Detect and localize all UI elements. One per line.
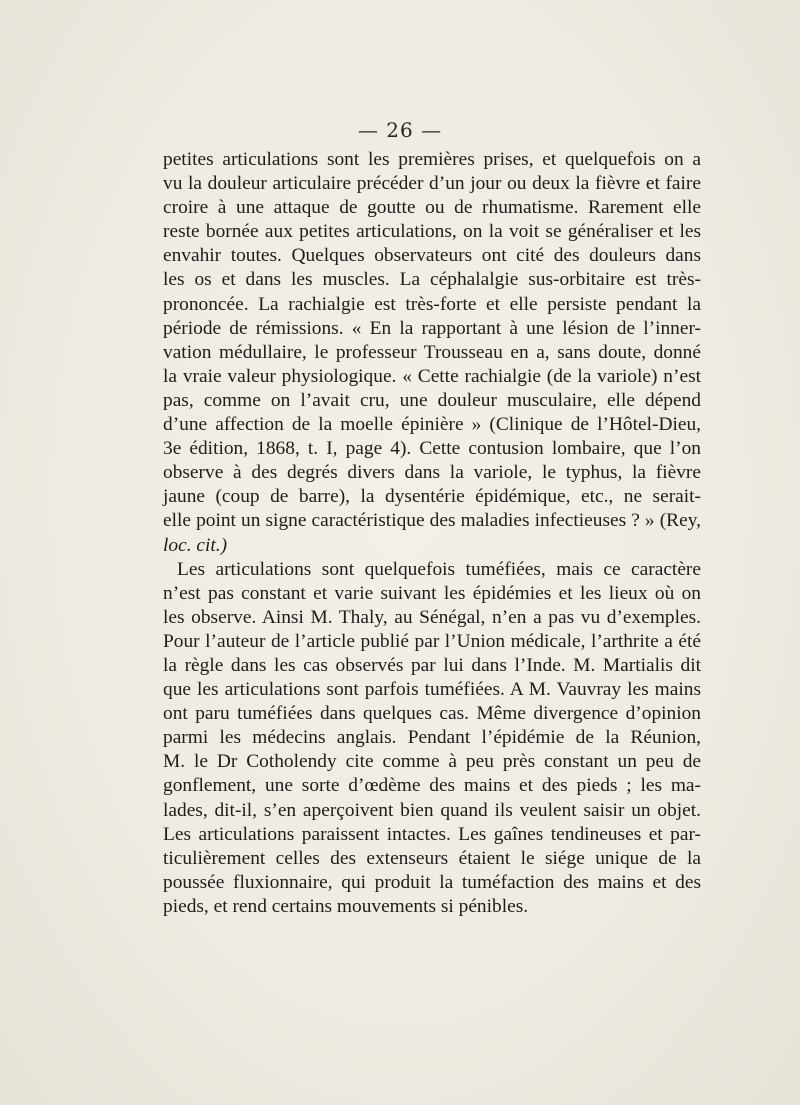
text-line: observe à des degrés divers dans la variole, le typhus, la fièvre: [163, 462, 701, 484]
text-line: Les articulations sont quelquefois tuméfiées, mais ce caractère: [177, 558, 701, 580]
text-line: les os et dans les muscles. La céphalalgie sus-orbitaire est très-: [163, 269, 701, 291]
text-line: d’une affection de la moelle épinière » (Clinique de l’Hôtel-Dieu,: [163, 414, 701, 436]
text-line: ont paru tuméfiées dans quelques cas. Même divergence d’opinion: [163, 703, 701, 725]
text-line: croire à une attaque de goutte ou de rhumatisme. Rarement elle: [163, 197, 701, 219]
text-line: jaune (coup de barre), la dysentérie épidémique, etc., ne serait-: [163, 486, 701, 508]
text-line: prononcée. La rachialgie est très-forte et elle persiste pendant la: [163, 293, 701, 315]
text-line: période de rémissions. « En la rapportant à une lésion de l’inner-: [163, 317, 701, 339]
text-line: la vraie valeur physiologique. « Cette rachialgie (de la variole) n’est: [163, 365, 701, 387]
text-line: 3e édition, 1868, t. I, page 4). Cette contusion lombaire, que l’on: [163, 438, 701, 460]
page-number: — 26 —: [357, 118, 443, 142]
text-line: pieds, et rend certains mouvements si pénibles.: [163, 895, 529, 917]
text-line: que les articulations sont parfois tuméfiées. A M. Vauvray les mains: [163, 679, 701, 701]
text-line: petites articulations sont les premières prises, et quelquefois on a: [163, 149, 701, 170]
text-line: pas, comme on l’avait cru, une douleur musculaire, elle dépend: [163, 389, 701, 411]
paragraph-2: [163, 558, 701, 919]
text-line: M. le Dr Cotholendy cite comme à peu près constant un peu de: [163, 751, 701, 773]
text-line: Les articulations paraissent intactes. Les gaînes tendineuses et par-: [163, 823, 701, 845]
text-line: ticulièrement celles des extenseurs étaient le siége unique de la: [163, 847, 701, 869]
paragraph-1: [163, 148, 701, 558]
body-text: [163, 148, 701, 919]
text-line: envahir toutes. Quelques observateurs ont cité des douleurs dans: [163, 245, 701, 267]
text-line: parmi les médecins anglais. Pendant l’épidémie de la Réunion,: [163, 727, 701, 749]
text-line: gonflement, une sorte d’œdème des mains et des pieds ; les ma-: [163, 775, 701, 797]
text-line: la règle dans les cas observés par lui dans l’Inde. M. Martialis dit: [163, 654, 701, 676]
text-line: reste bornée aux petites articulations, on la voit se généraliser et les: [163, 221, 701, 243]
text-line: loc. cit.): [163, 534, 228, 556]
text-line: poussée fluxionnaire, qui produit la tuméfaction des mains et des: [163, 871, 701, 893]
text-line: Pour l’auteur de l’article publié par l’Union médicale, l’arthrite a été: [163, 630, 701, 652]
text-line: les observe. Ainsi M. Thaly, au Sénégal, n’en a pas vu d’exemples.: [163, 606, 701, 628]
text-line: vation médullaire, le professeur Trousseau en a, sans doute, donné: [163, 341, 701, 363]
text-line: n’est pas constant et varie suivant les épidémies et les lieux où on: [163, 582, 701, 604]
text-line: elle point un signe caractéristique des maladies infectieuses ? » (Rey,: [163, 510, 701, 532]
text-line: lades, dit-il, s’en aperçoivent bien quand ils veulent saisir un objet.: [163, 799, 701, 821]
text-line: vu la douleur articulaire précéder d’un jour ou deux la fièvre et faire: [163, 173, 701, 195]
